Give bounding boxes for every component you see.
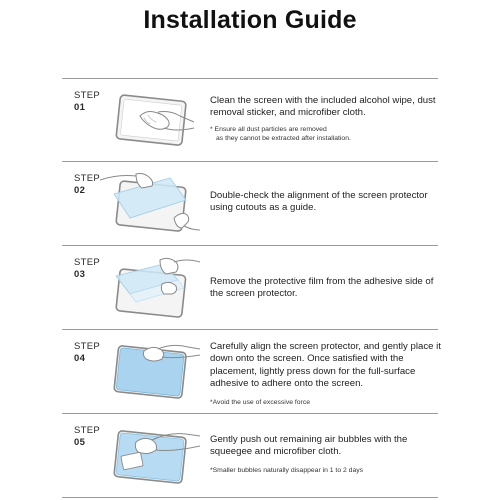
step-word: STEP (74, 341, 101, 352)
step-note-line: * Ensure all dust particles are removed (210, 126, 327, 133)
cleaning-illustration (100, 88, 200, 154)
step-description: Remove the protective film from the adhesive side of the screen protector. (210, 276, 434, 300)
squeegee-illustration (100, 420, 200, 486)
step-word: STEP (74, 425, 101, 436)
step-word: STEP (74, 90, 101, 101)
step-number: 02 (74, 184, 86, 196)
place-protector-illustration (100, 337, 200, 403)
peel-film-illustration (100, 254, 200, 320)
step-note: *Smaller bubbles naturally disappear in 1 to 2 days (210, 467, 364, 474)
section-divider (62, 497, 438, 498)
step-description: Clean the screen with the included alcohol wipe, dust removal sticker, and microfiber cloth. (210, 95, 436, 119)
section-divider (62, 329, 438, 330)
step-number: 01 (74, 101, 86, 113)
step-note (210, 126, 442, 143)
step-word: STEP (74, 173, 101, 184)
step-word: STEP (74, 257, 101, 268)
step-number: 03 (74, 268, 86, 280)
step-note-line: as they cannot be extracted after installation. (216, 134, 351, 142)
section-divider (62, 245, 438, 246)
section-divider (62, 78, 438, 79)
alignment-illustration (100, 170, 200, 236)
step-description: Gently push out remaining air bubbles with the squeegee and microfiber cloth. (210, 434, 408, 458)
page-title: Installation Guide (143, 6, 357, 34)
step-note: *Avoid the use of excessive force (210, 399, 310, 406)
section-divider (62, 161, 438, 162)
step-number: 05 (74, 436, 86, 448)
step-description: Double-check the alignment of the screen protector using cutouts as a guide. (210, 190, 428, 214)
step-description: Carefully align the screen protector, and gently place it down onto the screen. Once satisfied with the placement, lightly press down for the full-surface adhesive to adhere onto the screen. (210, 341, 441, 390)
section-divider (62, 413, 438, 414)
step-number: 04 (74, 352, 86, 364)
